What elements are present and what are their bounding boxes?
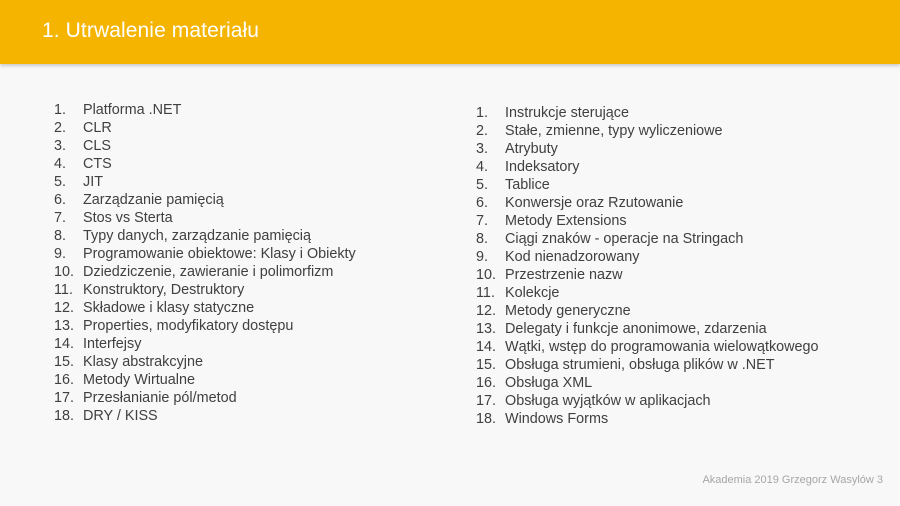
list-item — [476, 374, 819, 392]
list-item-number: 17. — [54, 390, 75, 406]
list-item-text: Składowe i klasy statyczne — [83, 300, 255, 316]
list-item-text: Tablice — [505, 177, 550, 193]
list-item — [476, 392, 819, 410]
list-item-text: Metody generyczne — [505, 303, 631, 319]
list-item-number: 9. — [476, 249, 489, 265]
list-item-text: Konstruktory, Destruktory — [83, 282, 245, 298]
list-item-text: Interfejsy — [83, 336, 142, 352]
list-item — [476, 122, 819, 140]
list-item — [476, 248, 819, 266]
list-item — [54, 101, 356, 119]
list-item — [476, 212, 819, 230]
list-item-text: Stałe, zmienne, typy wyliczeniowe — [505, 123, 723, 139]
list-item-number: 13. — [54, 318, 75, 334]
list-item — [54, 245, 356, 263]
list-item-text: Klasy abstrakcyjne — [83, 354, 203, 370]
list-item-number: 12. — [476, 303, 497, 319]
list-item — [476, 302, 819, 320]
list-item — [54, 317, 356, 335]
list-item-text: Instrukcje sterujące — [505, 105, 629, 121]
list-item — [476, 356, 819, 374]
list-item-number: 15. — [476, 357, 497, 373]
list-item-text: Programowanie obiektowe: Klasy i Obiekty — [83, 246, 356, 262]
list-item-number: 1. — [54, 102, 67, 118]
left-topic-list — [54, 101, 356, 425]
list-item-number: 11. — [476, 285, 495, 301]
list-item-text: Przesłanianie pól/metod — [83, 390, 237, 406]
header-bar — [0, 0, 900, 64]
list-item-number: 8. — [54, 228, 67, 244]
list-item — [476, 194, 819, 212]
list-item — [476, 284, 819, 302]
list-item-text: Przestrzenie nazw — [505, 267, 623, 283]
list-item-number: 7. — [476, 213, 489, 229]
list-item — [54, 137, 356, 155]
list-item — [54, 155, 356, 173]
list-item — [476, 410, 819, 428]
list-item — [54, 281, 356, 299]
list-item-number: 16. — [476, 375, 497, 391]
list-item — [54, 263, 356, 281]
list-item-text: CTS — [83, 156, 112, 172]
list-item-number: 15. — [54, 354, 75, 370]
list-item-number: 2. — [476, 123, 489, 139]
list-item-number: 12. — [54, 300, 75, 316]
list-item — [54, 389, 356, 407]
list-item-text: Dziedziczenie, zawieranie i polimorfizm — [83, 264, 334, 280]
list-item-number: 13. — [476, 321, 497, 337]
list-item-number: 5. — [476, 177, 489, 193]
list-item-text: Zarządzanie pamięcią — [83, 192, 224, 208]
right-topic-list — [476, 104, 819, 428]
list-item — [476, 320, 819, 338]
list-item-text: Indeksatory — [505, 159, 580, 175]
list-item — [54, 209, 356, 227]
list-item-text: Properties, modyfikatory dostępu — [83, 318, 294, 334]
list-item-text: CLS — [83, 138, 111, 154]
list-item-number: 11. — [54, 282, 73, 298]
list-item-number: 18. — [54, 408, 75, 424]
list-item — [476, 140, 819, 158]
list-item-text: Kod nienadzorowany — [505, 249, 640, 265]
list-item-number: 4. — [476, 159, 489, 175]
list-item-number: 16. — [54, 372, 75, 388]
list-item — [54, 299, 356, 317]
list-item — [54, 407, 356, 425]
list-item-text: Metody Wirtualne — [83, 372, 195, 388]
slide-footer: Akademia 2019 Grzegorz Wasylów 3 — [702, 474, 883, 486]
list-item-text: Wątki, wstęp do programowania wielowątkowego — [505, 339, 819, 355]
list-item — [54, 335, 356, 353]
list-item — [476, 338, 819, 356]
list-item — [54, 191, 356, 209]
list-item-text: JIT — [83, 174, 103, 190]
list-item — [476, 176, 819, 194]
list-item-text: Obsługa XML — [505, 375, 593, 391]
list-item-text: Konwersje oraz Rzutowanie — [505, 195, 684, 211]
list-item-number: 5. — [54, 174, 67, 190]
list-item-number: 3. — [476, 141, 489, 157]
list-item — [476, 104, 819, 122]
list-item — [54, 173, 356, 191]
list-item-text: Kolekcje — [505, 285, 560, 301]
list-item-number: 3. — [54, 138, 67, 154]
list-item-number: 7. — [54, 210, 67, 226]
list-item-number: 18. — [476, 411, 497, 427]
list-item-text: Platforma .NET — [83, 102, 182, 118]
list-item-text: Windows Forms — [505, 411, 609, 427]
list-item-text: Ciągi znaków - operacje na Stringach — [505, 231, 744, 247]
list-item-text: Typy danych, zarządzanie pamięcią — [83, 228, 311, 244]
list-item — [54, 353, 356, 371]
list-item-number: 17. — [476, 393, 497, 409]
list-item — [54, 119, 356, 137]
list-item-number: 10. — [54, 264, 75, 280]
list-item — [476, 158, 819, 176]
list-item-text: Atrybuty — [505, 141, 558, 157]
list-item-text: Obsługa strumieni, obsługa plików w .NET — [505, 357, 775, 373]
list-item — [476, 230, 819, 248]
list-item-text: Delegaty i funkcje anonimowe, zdarzenia — [505, 321, 767, 337]
list-item-number: 6. — [476, 195, 489, 211]
list-item — [476, 266, 819, 284]
list-item-number: 8. — [476, 231, 489, 247]
list-item-text: Stos vs Sterta — [83, 210, 173, 226]
list-item-number: 14. — [476, 339, 497, 355]
list-item-number: 4. — [54, 156, 67, 172]
list-item-number: 6. — [54, 192, 67, 208]
list-item-text: CLR — [83, 120, 112, 136]
list-item-number: 10. — [476, 267, 497, 283]
slide-title: 1. Utrwalenie materiału — [42, 19, 260, 42]
list-item-text: DRY / KISS — [83, 408, 158, 424]
list-item-number: 1. — [476, 105, 489, 121]
list-item-number: 9. — [54, 246, 67, 262]
list-item — [54, 227, 356, 245]
list-item-text: Metody Extensions — [505, 213, 627, 229]
list-item — [54, 371, 356, 389]
list-item-number: 2. — [54, 120, 67, 136]
list-item-number: 14. — [54, 336, 75, 352]
list-item-text: Obsługa wyjątków w aplikacjach — [505, 393, 711, 409]
